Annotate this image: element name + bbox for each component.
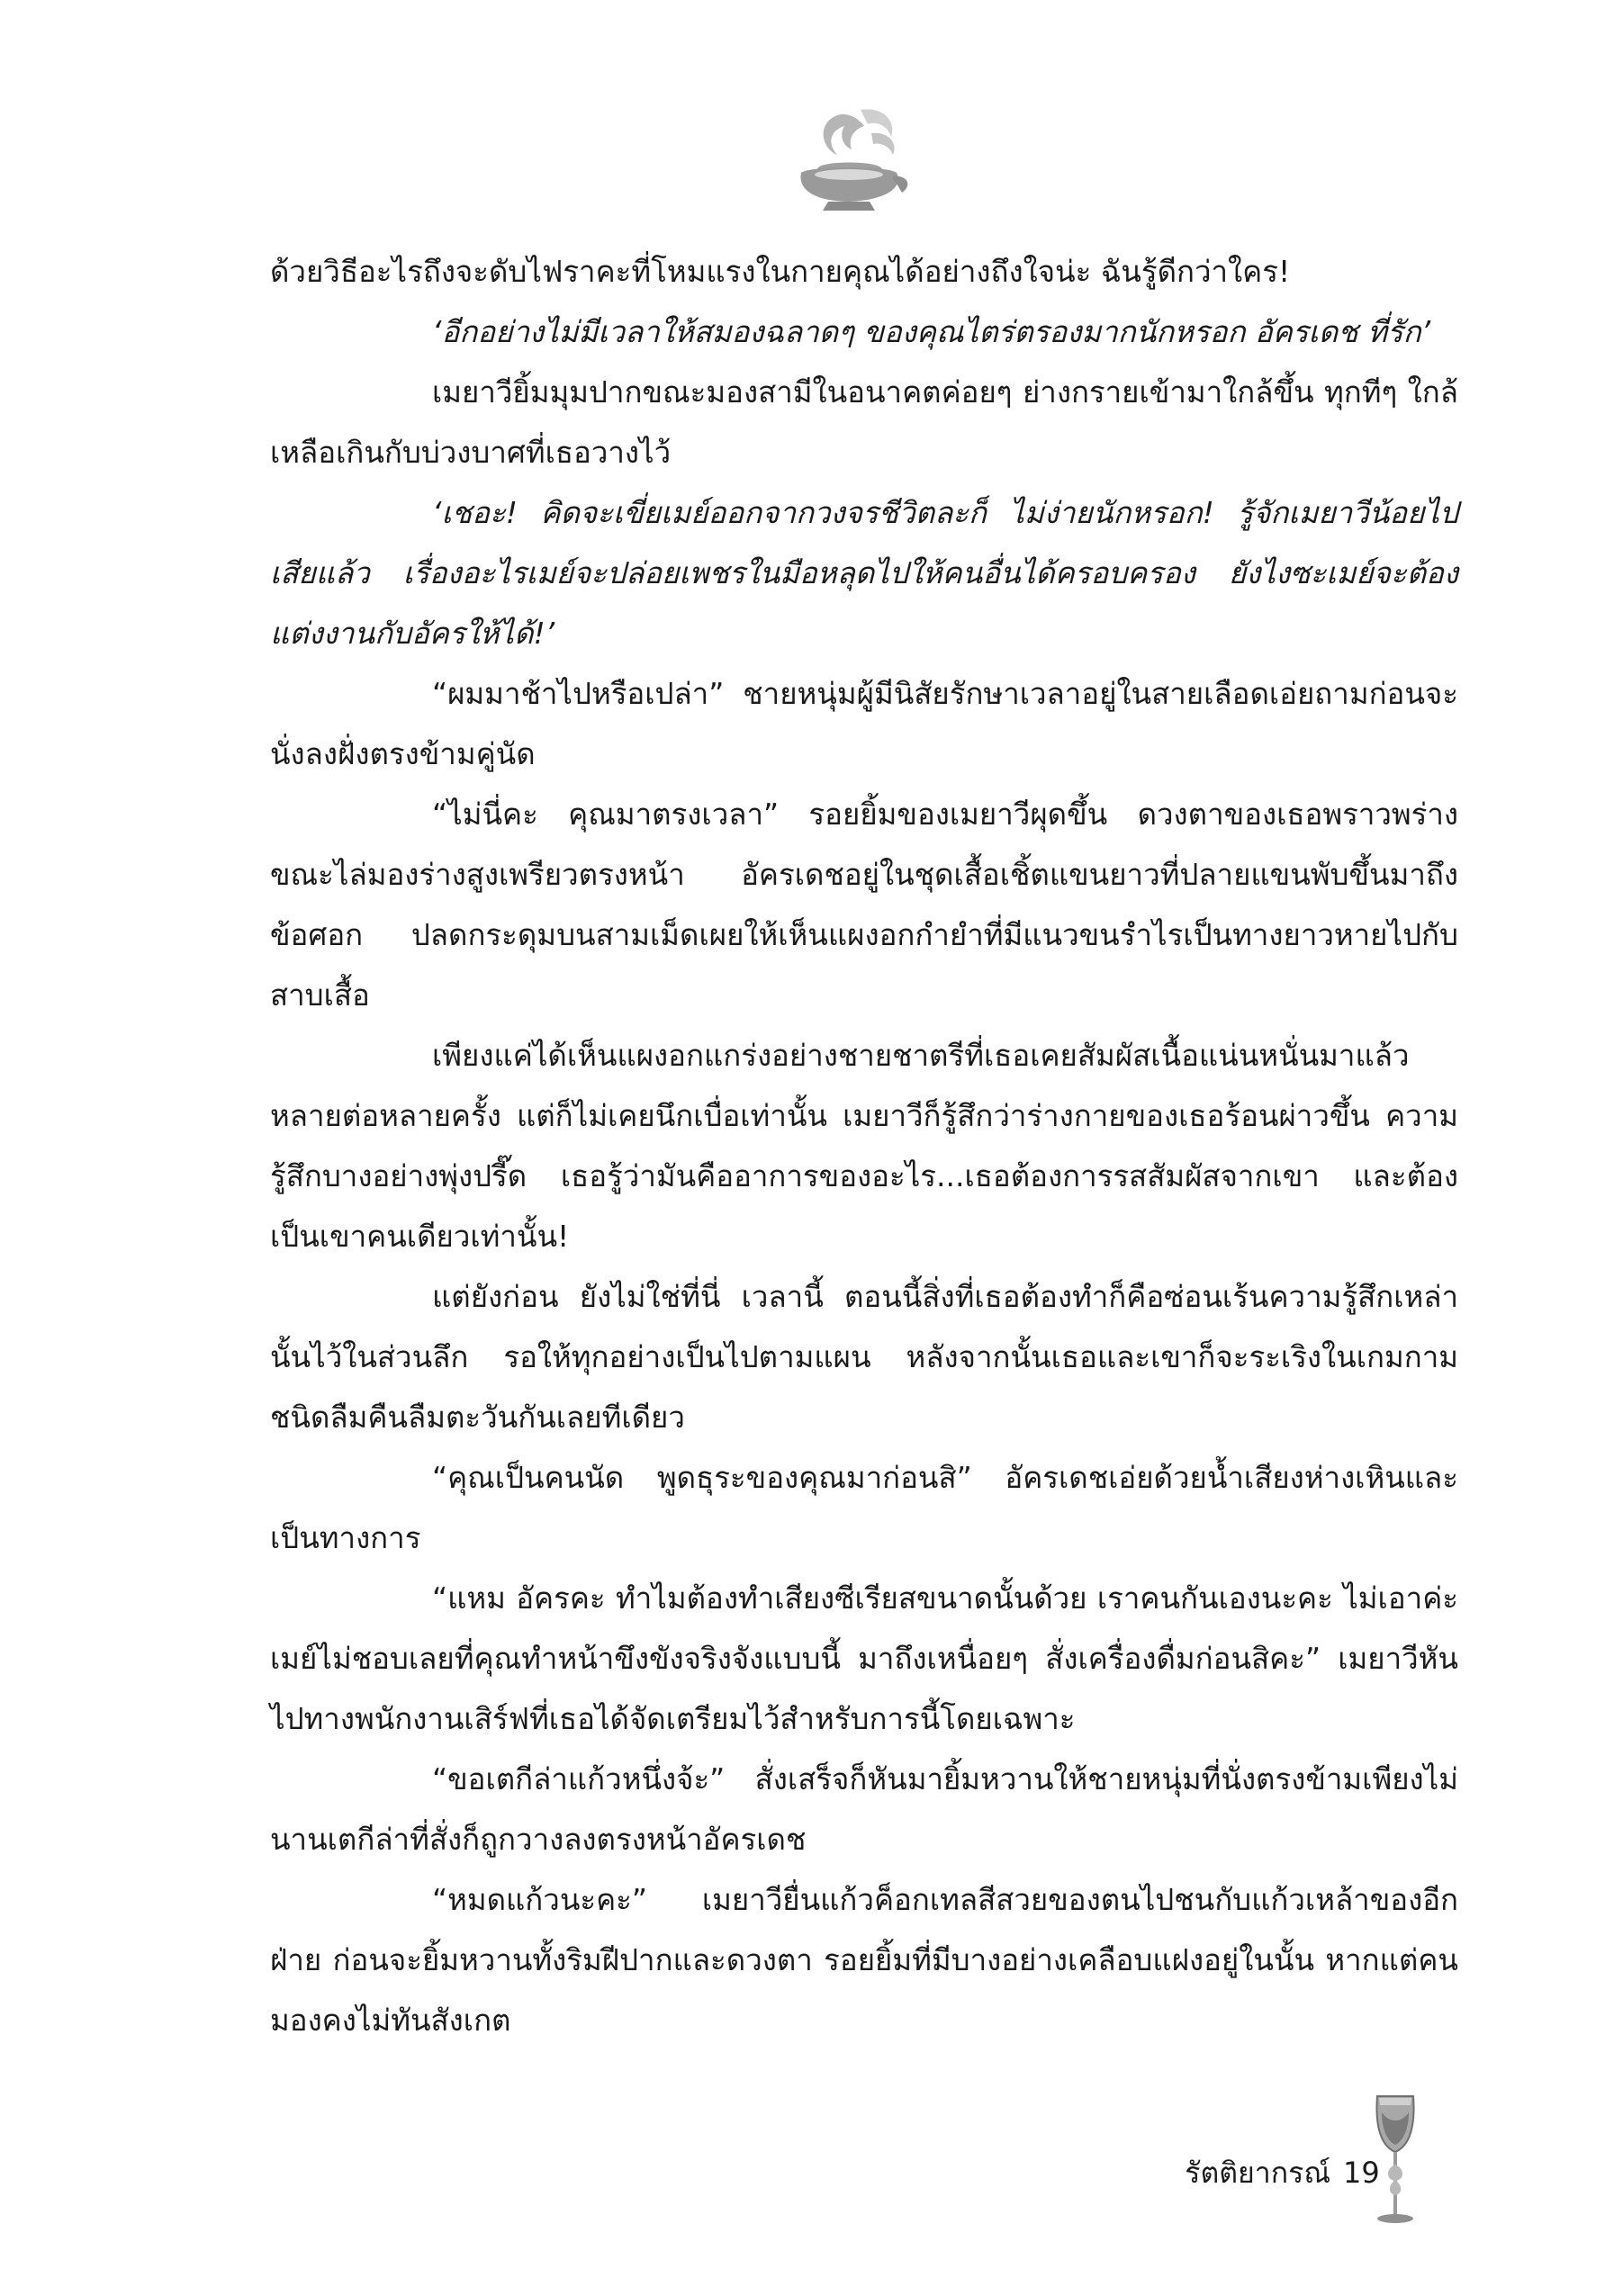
wine-glass-icon: [1373, 2093, 1418, 2250]
paragraph: เมยาวียิ้มมุมปากขณะมองสามีในอนาคตค่อยๆ ย่างกรายเข้ามาใกล้ขึ้น ทุกทีๆ ใกล้เหลือเกินกับบ่วงบาศที่เธอวางไว้: [270, 374, 1458, 470]
paragraph: แต่ยังก่อน ยังไม่ใช่ที่นี่ เวลานี้ ตอนนี้สิ่งที่เธอต้องทำก็คือซ่อนเร้นความรู้สึกเหล่านั้นไว้ในส่วนลึก รอให้ทุกอย่างเป็นไปตามแผน หลังจากนั้นเธอและเขาก็จะระเริงในเกมกามชนิดลืมคืนลืมตะวันกันเลยทีเดียว: [270, 1279, 1458, 1435]
paragraph: ‘เชอะ! คิดจะเขี่ยเมย์ออกจากวงจรชีวิตละก็ ไม่ง่ายนักหรอก! รู้จักเมยาวีน้อยไปเสียแล้ว เรื่องอะไรเมย์จะปล่อยเพชรในมือหลุดไปให้คนอื่นได้ครอบครอง ยังไงซะเมย์จะต้องแต่งงานกับอัครให้ได้!’: [270, 495, 1458, 651]
body-text: [270, 241, 1458, 2050]
paragraph: เพียงแค่ได้เห็นแผงอกแกร่งอย่างชายชาตรีที่เธอเคยสัมผัสเนื้อแน่นหนั่นมาแล้วหลายต่อหลายครั้ง แต่ก็ไม่เคยนึกเบื่อเท่านั้น เมยาวีก็รู้สึกว่าร่างกายของเธอร้อนผ่าวขึ้น ความรู้สึกบางอย่างพุ่งปรี๊ด เธอรู้ว่ามันคืออาการของอะไร...เธอต้องการรสสัมผัสจากเขา และต้องเป็นเขาคนเดียวเท่านั้น!: [270, 1038, 1458, 1254]
paragraph: “คุณเป็นคนนัด พูดธุระของคุณมาก่อนสิ” อัครเดชเอ่ยด้วยน้ำเสียงห่างเหินและเป็นทางการ: [270, 1460, 1458, 1555]
paragraph: “หมดแก้วนะคะ” เมยาวียื่นแก้วค็อกเทลสีสวยของตนไปชนกับแก้วเหล้าของอีกฝ่าย ก่อนจะยิ้มหวานทั้งริมฝีปากและดวงตา รอยยิ้มที่มีบางอย่างเคลือบแฝงอยู่ในนั้น หากแต่คนมองคงไม่ทันสังเกต: [270, 1882, 1458, 2038]
paragraph: “ผมมาช้าไปหรือเปล่า” ชายหนุ่มผู้มีนิสัยรักษาเวลาอยู่ในสายเลือดเอ่ยถามก่อนจะนั่งลงฝั่งตรงข้ามคู่นัด: [270, 676, 1458, 771]
page-number: 19: [1343, 2156, 1380, 2190]
paragraph: ‘อีกอย่างไม่มีเวลาให้สมองฉลาดๆ ของคุณไตร่ตรองมากนักหรอก อัครเดช ที่รัก’: [432, 314, 1431, 349]
paragraph: “ไม่นี่คะ คุณมาตรงเวลา” รอยยิ้มของเมยาวีผุดขึ้น ดวงตาของเธอพราวพร่างขณะไล่มองร่างสูงเพรียวตรงหน้า อัครเดชอยู่ในชุดเสื้อเชิ้ตแขนยาวที่ปลายแขนพับขึ้นมาถึงข้อศอก ปลดกระดุมบนสามเม็ดเผยให้เห็นแผงอกกำยำที่มีแนวขนรำไรเป็นทางยาวหายไปกับสาบเสื้อ: [270, 797, 1458, 1013]
paragraph: “แหม อัครคะ ทำไมต้องทำเสียงซีเรียสขนาดนั้นด้วย เราคนกันเองนะคะ ไม่เอาค่ะ เมย์ไม่ชอบเลยที่คุณทำหน้าขึงขังจริงจังแบบนี้ มาถึงเหนื่อยๆ สั่งเครื่องดื่มก่อนสิคะ” เมยาวีหันไปทางพนักงานเสิร์ฟที่เธอได้จัดเตรียมไว้สำหรับการนี้โดยเฉพาะ: [270, 1580, 1458, 1736]
paragraph: ด้วยวิธีอะไรถึงจะดับไฟราคะที่โหมแรงในกายคุณได้อย่างถึงใจน่ะ ฉันรู้ดีกว่าใคร!: [270, 254, 1291, 289]
footer-book-title: รัตติยากรณ์: [1185, 2156, 1330, 2190]
paragraph: “ขอเตกีล่าแก้วหนึ่งจ้ะ” สั่งเสร็จก็หันมายิ้มหวานให้ชายหนุ่มที่นั่งตรงข้ามเพียงไม่นานเตกีล่าที่สั่งก็ถูกวางลงตรงหน้าอัครเดช: [270, 1761, 1458, 1857]
genie-lamp-icon: [781, 99, 916, 221]
